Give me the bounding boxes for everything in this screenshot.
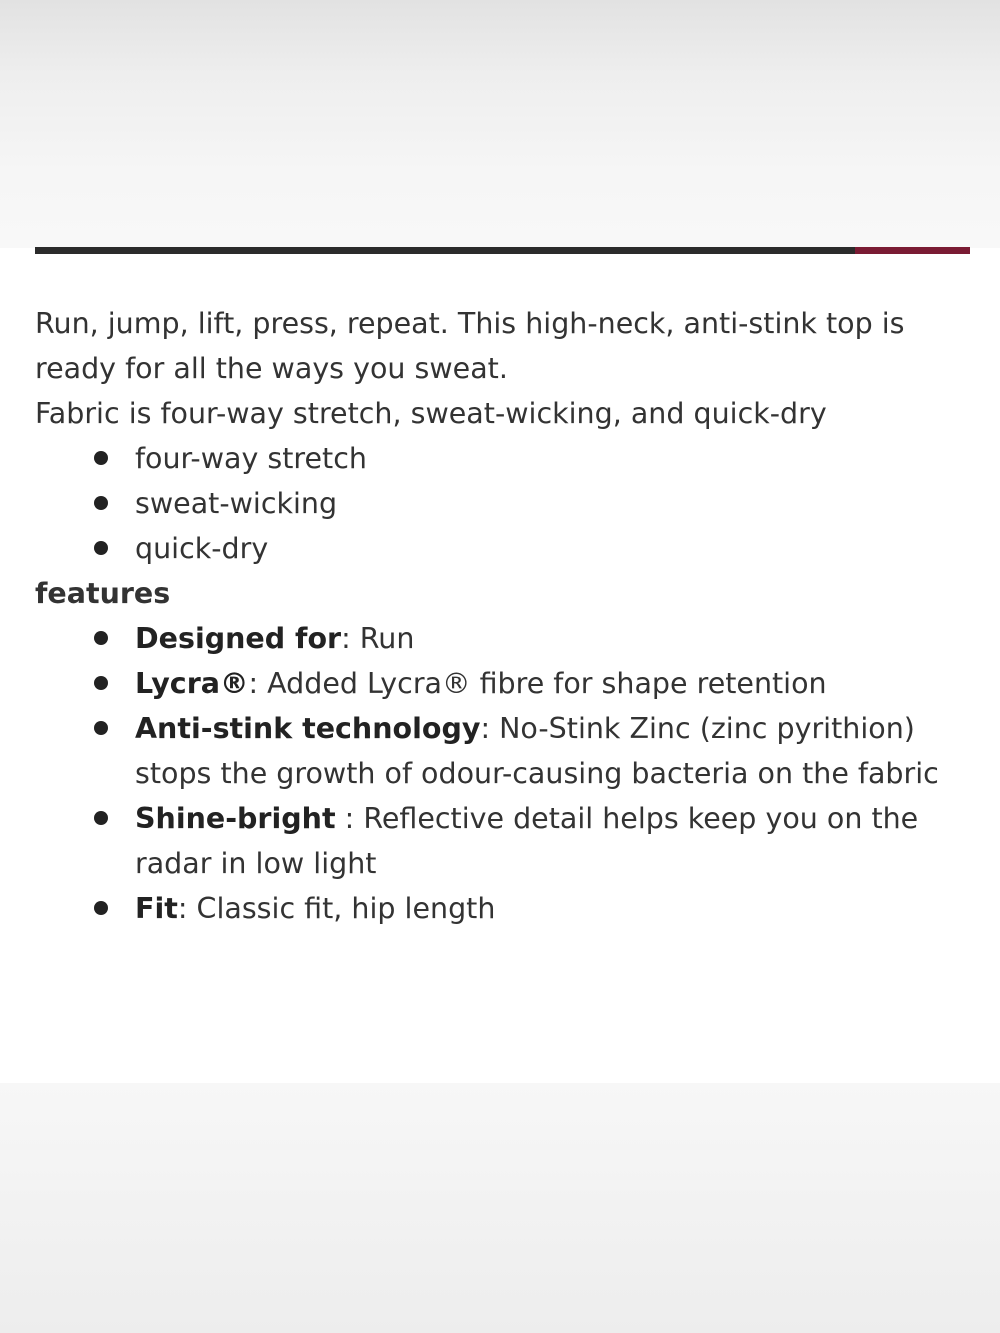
- feature-text: Reflective detail helps keep you on the radar in low light: [135, 802, 919, 880]
- feature-item: [35, 661, 965, 706]
- list-item-text: sweat-wicking: [135, 487, 338, 520]
- bullet-icon: [94, 631, 108, 645]
- feature-term: Designed for: [135, 622, 342, 655]
- feature-term: Lycra®: [135, 667, 249, 700]
- feature-separator: :: [248, 667, 268, 700]
- feature-separator: :: [480, 712, 500, 745]
- feature-text: Classic fit, hip length: [196, 892, 496, 925]
- list-item: [35, 526, 965, 571]
- bullet-icon: [94, 676, 108, 690]
- product-description: [35, 301, 965, 931]
- feature-separator: :: [341, 622, 360, 655]
- bullet-icon: [94, 451, 108, 465]
- bullet-icon: [94, 901, 108, 915]
- feature-item: [35, 886, 965, 931]
- feature-term: Shine-bright: [135, 802, 336, 835]
- bullet-icon: [94, 811, 108, 825]
- fabric-list: [35, 436, 965, 571]
- progress-bar-accent: [855, 247, 970, 254]
- bottom-shade: [0, 1083, 1000, 1333]
- bullet-icon: [94, 541, 108, 555]
- feature-text: No-Stink Zinc (zinc pyrithion) stops the growth of odour-causing bacteria on the fabric: [135, 712, 939, 790]
- feature-item: [35, 706, 965, 796]
- feature-separator: :: [177, 892, 197, 925]
- bullet-icon: [94, 721, 108, 735]
- features-heading: features: [35, 577, 171, 610]
- list-item-text: quick-dry: [135, 532, 269, 565]
- feature-item: [35, 796, 965, 886]
- top-shade: [0, 0, 1000, 248]
- features-list: [35, 616, 965, 931]
- progress-bar: [35, 247, 970, 254]
- feature-term: Anti-stink technology: [135, 712, 481, 745]
- feature-term: Fit: [135, 892, 178, 925]
- fabric-summary: Fabric is four-way stretch, sweat-wicking, and quick-dry: [35, 397, 827, 430]
- feature-text: Added Lycra® fibre for shape retention: [267, 667, 827, 700]
- feature-item: [35, 616, 965, 661]
- intro-text: Run, jump, lift, press, repeat. This high-neck, anti-stink top is ready for all the ways you sweat.: [35, 307, 905, 385]
- feature-text: Run: [359, 622, 415, 655]
- list-item: [35, 436, 965, 481]
- bullet-icon: [94, 496, 108, 510]
- list-item-text: four-way stretch: [135, 442, 367, 475]
- feature-separator: :: [335, 802, 364, 835]
- list-item: [35, 481, 965, 526]
